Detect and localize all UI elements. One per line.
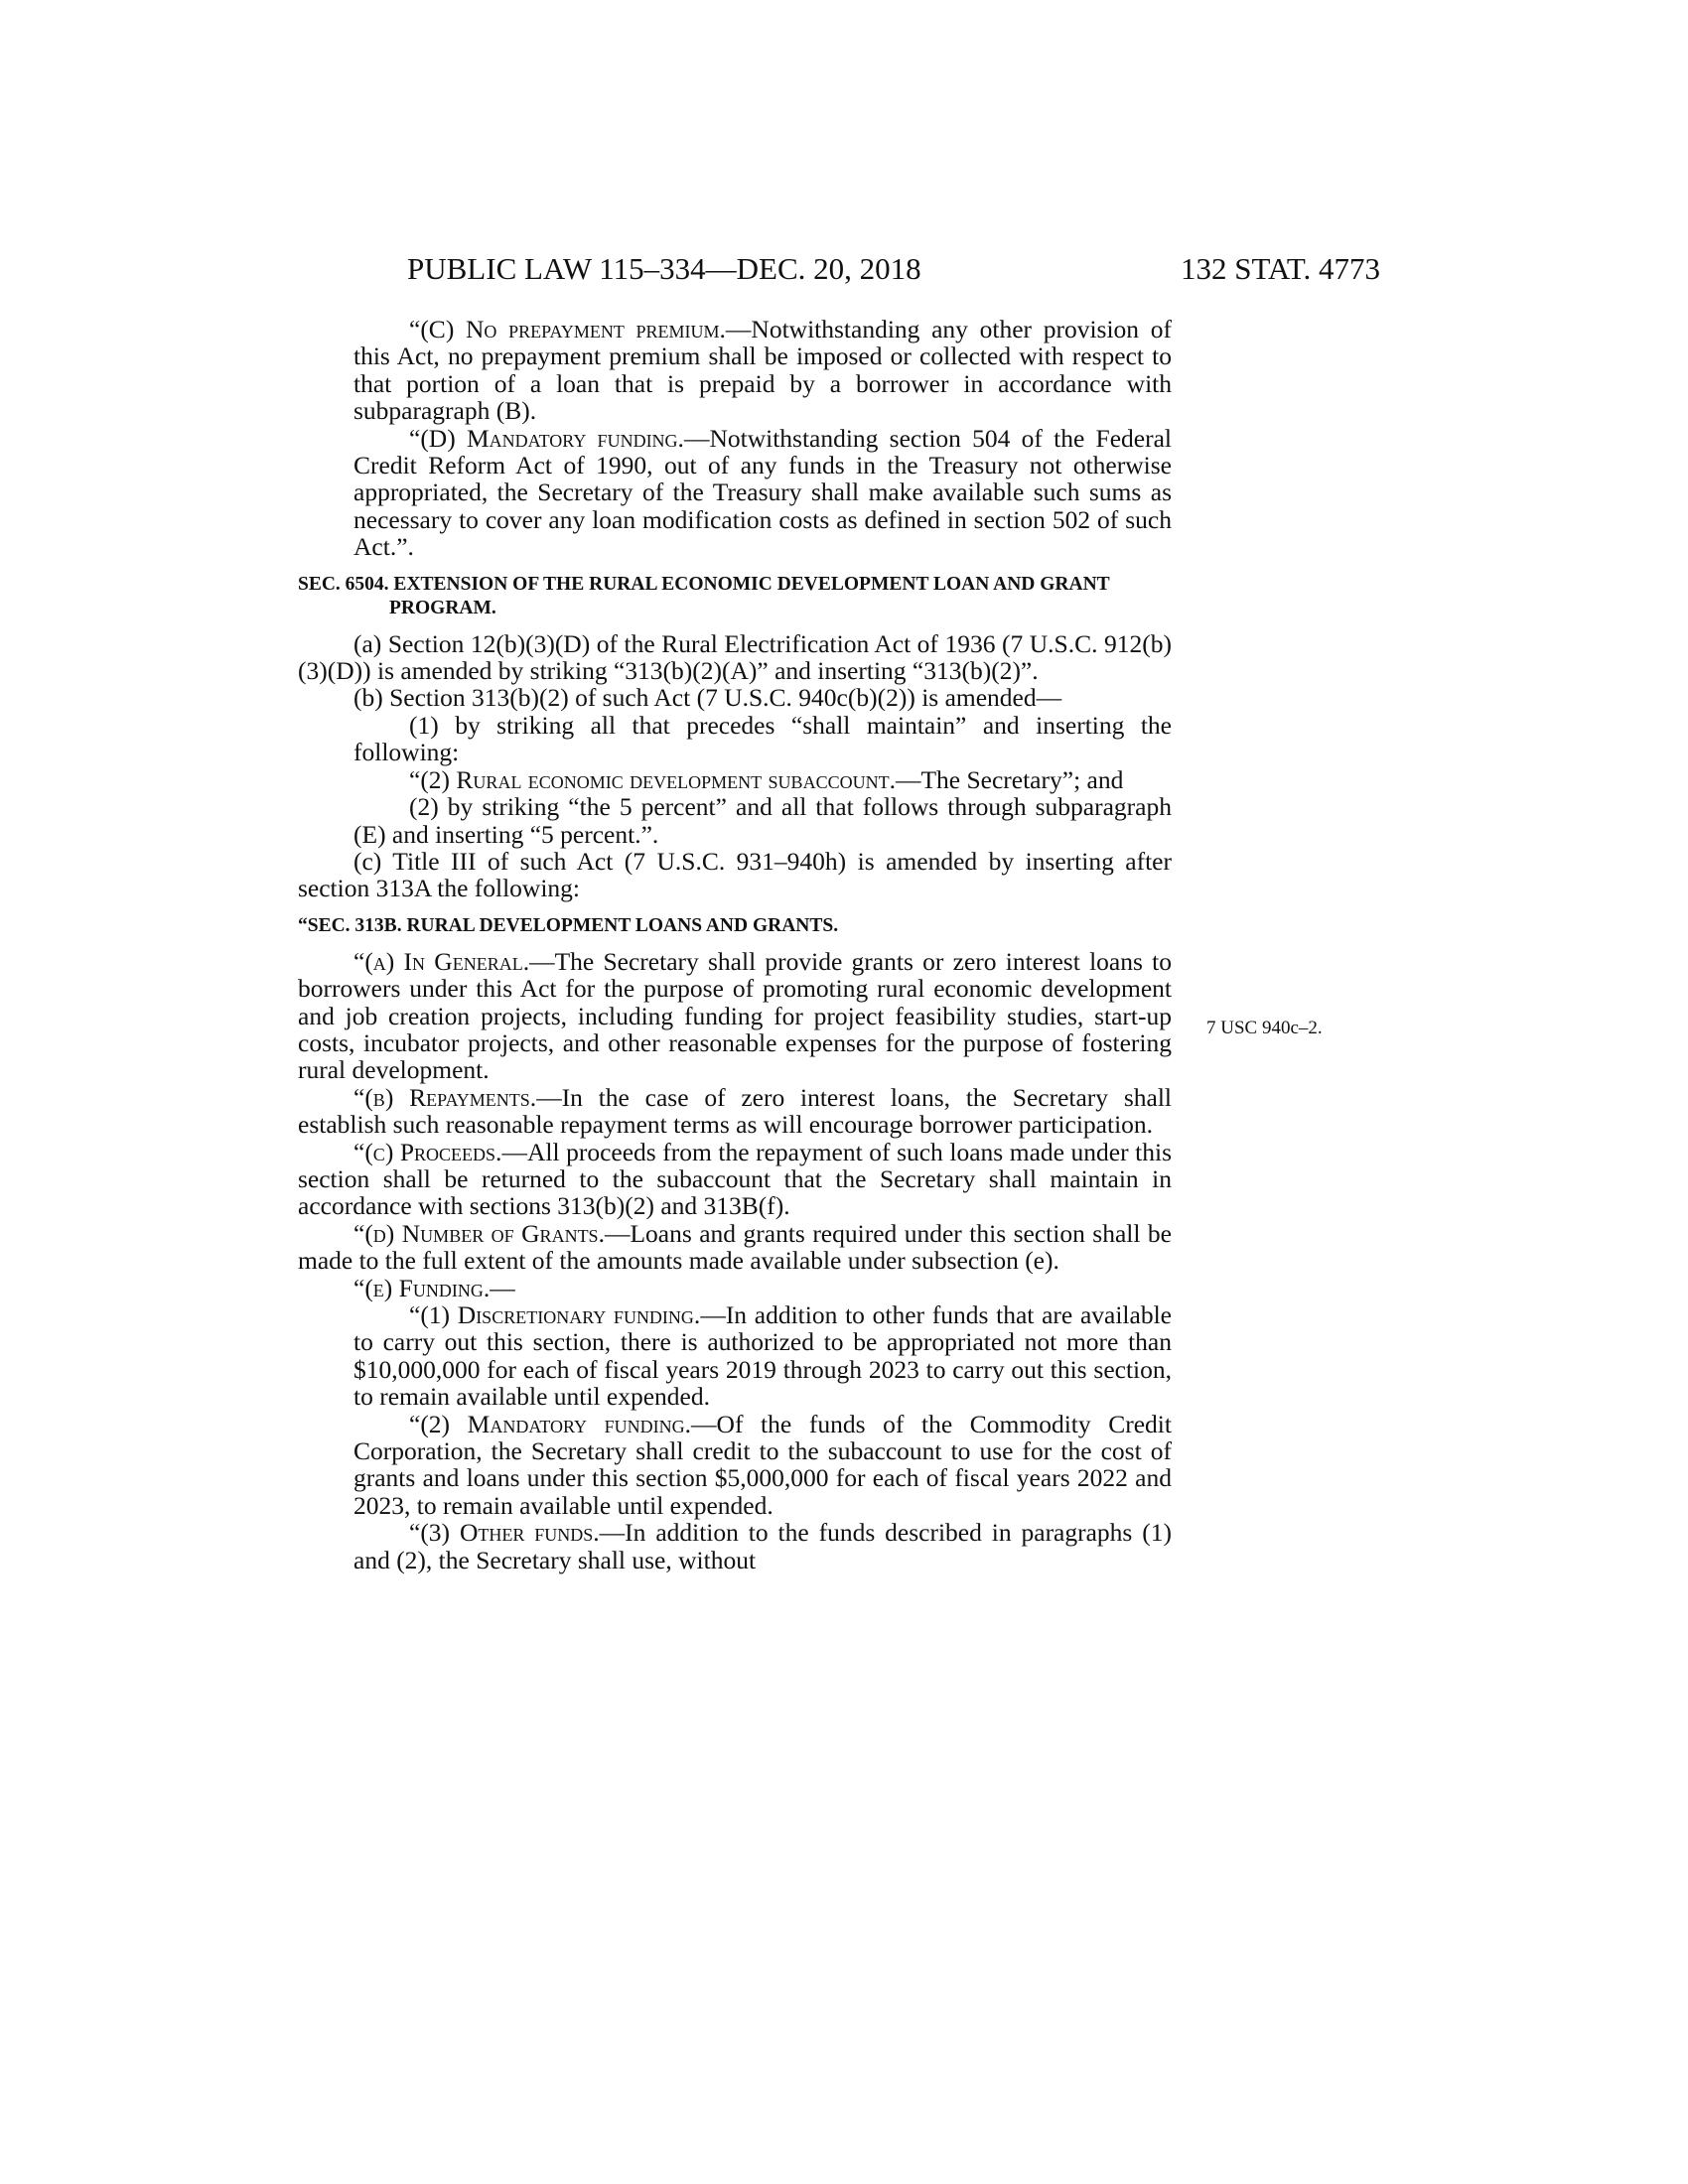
paragraph-heading: “(b) Repayments. <box>353 1082 537 1112</box>
paragraph-heading: “(c) Proceeds. <box>353 1137 502 1166</box>
paragraph-text: —The Secretary”; and <box>895 764 1124 794</box>
paragraph-313b-d <box>298 1220 1172 1275</box>
section-6504-heading: SEC. 6504. EXTENSION OF THE RURAL ECONOMIC DEVELOPMENT LOAN AND GRANT PROGRAM. <box>298 573 1110 618</box>
paragraph-heading: “(2) Rural economic development subaccount. <box>409 764 896 794</box>
paragraph-heading: “(C) No prepayment premium. <box>409 315 726 343</box>
paragraph-b2: (2) by striking “the 5 percent” and all that follows through subparagraph (E) and inserting “5 percent.”. <box>353 792 1172 849</box>
paragraph-heading: “(3) Other funds. <box>409 1518 600 1548</box>
paragraph-heading: “(2) Mandatory funding. <box>409 1409 692 1438</box>
paragraph-313b-e1 <box>298 1301 1172 1411</box>
paragraph-text: —All proceeds from the repayment of such loans made under this section shall be returned to the subaccount that the Secretary shall maintain in accordance with sections 313(b)(2) and 313B(f). <box>298 1137 1172 1221</box>
paragraph-text: —Of the funds of the Commodity Credit Corporation, the Secretary shall credit to the subaccount to use for the cost of grants and loans under this section $5,000,000 for each of fiscal years 2022 and 2023, to remain available until expended. <box>353 1409 1172 1520</box>
paragraph-text: —In the case of zero interest loans, the Secretary shall establish such reasonable repayment terms as will encourage borrower participation. <box>298 1082 1172 1140</box>
paragraph-text: — <box>490 1273 515 1302</box>
paragraph-heading: “(e) Funding. <box>353 1273 491 1302</box>
page-header <box>407 251 1380 291</box>
paragraph-a: (a) Section 12(b)(3)(D) of the Rural Electrification Act of 1936 (7 U.S.C. 912(b)(3)(D)) is amended by striking “313(b)(2)(A)” and inserting “313(b)(2)”. <box>298 628 1172 686</box>
paragraph-text: —Notwithstanding any other provision of this Act, no prepayment premium shall be imposed or collected with respect to that portion of a loan that is prepaid by a borrower in accordance with subparagraph (B). <box>353 315 1172 426</box>
paragraph-313b-a <box>298 948 1172 1084</box>
header-stat-page: 132 STAT. 4773 <box>1180 251 1380 286</box>
paragraph-b: (b) Section 313(b)(2) of such Act (7 U.S.C. 940c(b)(2)) is amended— <box>353 683 1062 713</box>
paragraph-c: (c) Title III of such Act (7 U.S.C. 931–940h) is amended by inserting after section 313A the following: <box>298 846 1172 903</box>
paragraph-heading: “(1) Discretionary funding. <box>409 1300 701 1329</box>
paragraph-313b-e <box>298 1275 1172 1301</box>
paragraph-b1-quote <box>298 766 1172 793</box>
paragraph-heading: “(a) In General. <box>353 946 530 976</box>
paragraph-heading: “(D) Mandatory funding. <box>409 423 684 453</box>
margin-usc-citation: 7 USC 940c–2. <box>1206 1018 1323 1038</box>
paragraph-heading: “(d) Number of Grants. <box>353 1218 605 1248</box>
paragraph-313b-b <box>298 1084 1172 1139</box>
document-body <box>298 316 1172 1573</box>
header-law-citation: PUBLIC LAW 115–334—DEC. 20, 2018 <box>407 251 921 286</box>
paragraph-313b-c <box>298 1139 1172 1220</box>
paragraph-text: —In addition to other funds that are available to carry out this section, there is authorized to be appropriated not more than $10,000,000 for each of fiscal years 2019 through 2023 to carry out this section, to remain available until expended. <box>353 1300 1172 1412</box>
paragraph-c-no-prepayment <box>298 316 1172 425</box>
paragraph-text: —Loans and grants required under this section shall be made to the full extent of the amounts made available under subsection (e). <box>298 1218 1172 1276</box>
paragraph-text: —In addition to the funds described in paragraphs (1) and (2), the Secretary shall use, without <box>353 1518 1172 1574</box>
section-313b-heading: “SEC. 313B. RURAL DEVELOPMENT LOANS AND GRANTS. <box>298 914 839 936</box>
paragraph-313b-e2 <box>298 1411 1172 1520</box>
paragraph-text: —Notwithstanding section 504 of the Federal Credit Reform Act of 1990, out of any funds in the Treasury not otherwise appropriated, the Secretary of the Treasury shall make available such sums as necessary to cover any loan modification costs as defined in section 502 of such Act.”. <box>353 423 1172 562</box>
paragraph-d-mandatory-funding <box>298 425 1172 561</box>
paragraph-text: —The Secretary shall provide grants or zero interest loans to borrowers under this Act for the purpose of promoting rural economic development and job creation projects, including funding for project feasibility studies, start-up costs, incubator projects, and other reasonable expenses for the purpose of fostering rural development. <box>298 946 1172 1085</box>
paragraph-b1: (1) by striking all that precedes “shall maintain” and inserting the following: <box>353 710 1172 767</box>
paragraph-313b-e3 <box>298 1519 1172 1573</box>
